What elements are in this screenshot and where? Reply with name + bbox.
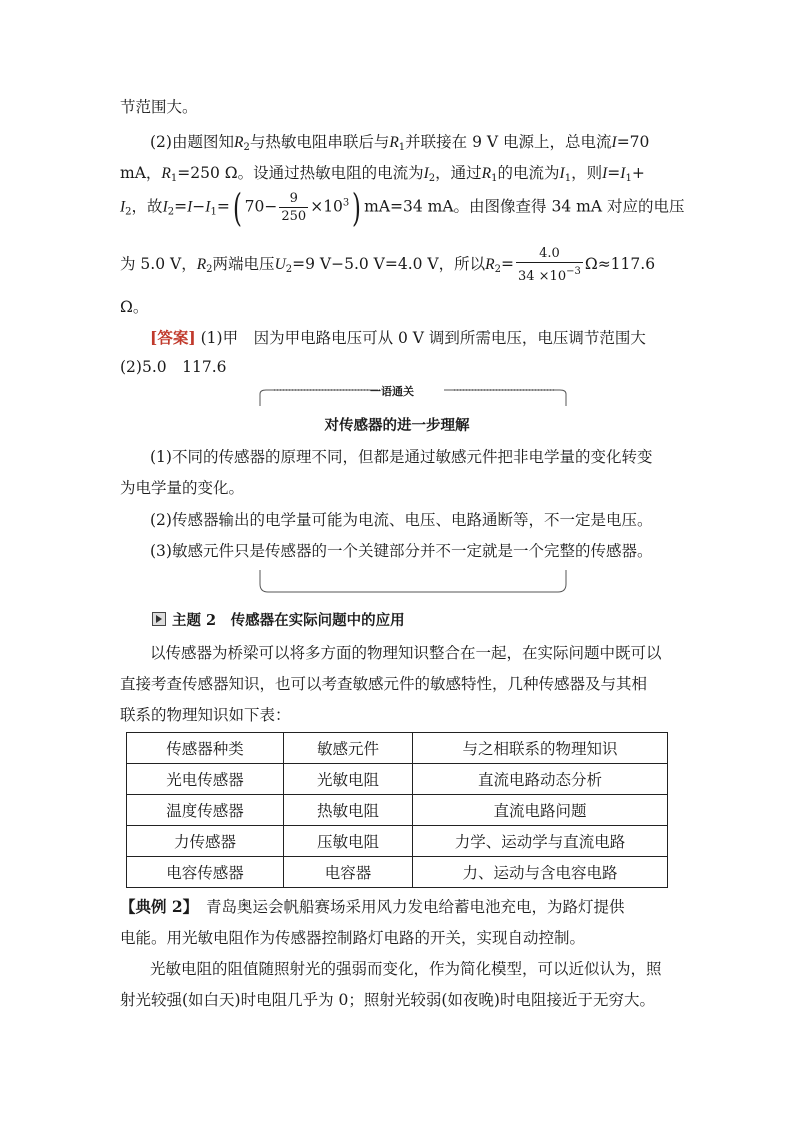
- solution-line-1: (2)由题图知$R_2$与热敏电阻串联后与$R_1$并联接在 9 V 电源上，总电流I=70: [150, 133, 650, 153]
- play-marker-icon: [152, 612, 166, 626]
- table-row: [127, 795, 668, 826]
- topic-intro-line-1: 以传感器为桥梁可以将多方面的物理知识整合在一起，在实际问题中既可以: [150, 644, 662, 662]
- answer-line-2: (2)5.0 117.6: [120, 358, 227, 376]
- answer-line-1: [答案] (1)甲 因为甲电路电压可从 0 V 调到所需电压，电压调节范围大: [150, 328, 646, 347]
- table-cell: 光电传感器: [127, 764, 284, 795]
- solution-line-4: 为 5.0 V，$R_2$两端电压$U_2=9$ V−5.0 V=4.0 V，所以$R_2=$ $\frac{4.0}{34 \times 10^{-3}}$ Ω≈117.6: [120, 246, 656, 284]
- sensor-knowledge-table: [126, 732, 668, 888]
- fraction-9-over-250: $\frac{9}{250}$: [281, 191, 307, 224]
- table-cell: 温度传感器: [127, 795, 284, 826]
- solution-line-5: Ω。: [120, 298, 149, 316]
- fraction-4-over-34e-3: $\frac{4.0}{34 \times 10^{-3}}$: [517, 246, 581, 284]
- example-line-2: 电能。用光敏电阻作为传感器控制路灯电路的开关，实现自动控制。: [120, 929, 586, 947]
- summary-point-1-line-1: (1)不同的传感器的原理不同，但都是通过敏感元件把非电学量的变化转变: [150, 448, 653, 466]
- table-cell: 光敏电阻: [284, 764, 413, 795]
- example-line-4: 射光较强(如白天)时电阻几乎为 0；照射光较弱(如夜晚)时电阻接近于无穷大。: [120, 991, 655, 1009]
- summary-box-label: 一语通关: [370, 385, 414, 398]
- table-cell: 压敏电阻: [284, 826, 413, 857]
- solution-line-0: 节范围大。: [120, 98, 198, 116]
- example-tag: 【典例 2】: [120, 897, 191, 916]
- summary-point-3: (3)敏感元件只是传感器的一个关键部分并不一定就是一个完整的传感器。: [150, 542, 653, 560]
- topic-intro-line-3: 联系的物理知识如下表：: [120, 706, 291, 724]
- summary-point-2: (2)传感器输出的电学量可能为电流、电压、电路通断等，不一定是电压。: [150, 511, 653, 529]
- table-header-cell: 敏感元件: [284, 733, 413, 764]
- summary-box-title: 对传感器的进一步理解: [324, 417, 470, 434]
- table-cell: 力学、运动学与直流电路: [413, 826, 668, 857]
- table-header-cell: 与之相联系的物理知识: [413, 733, 668, 764]
- table-cell: 热敏电阻: [284, 795, 413, 826]
- summary-point-1-line-2: 为电学量的变化。: [120, 479, 245, 497]
- example-line-1: 【典例 2】 青岛奥运会帆船赛场采用风力发电给蓄电池充电，为路灯提供: [120, 897, 625, 916]
- table-header-row: [127, 733, 668, 764]
- table-cell: 直流电路问题: [413, 795, 668, 826]
- solution-line-2: mA，$R_1=250$ Ω。设通过热敏电阻的电流为$I_2$，通过$R_1$的电流为$I_1$，则$I=I_1+$: [120, 164, 645, 184]
- table-cell: 力传感器: [127, 826, 284, 857]
- table-row: [127, 826, 668, 857]
- table-cell: 力、运动与含电容电路: [413, 857, 668, 888]
- table-row: [127, 857, 668, 888]
- topic-heading: 主题 2 传感器在实际问题中的应用: [152, 609, 405, 630]
- table-header-cell: 传感器种类: [127, 733, 284, 764]
- table-row: [127, 764, 668, 795]
- table-cell: 电容器: [284, 857, 413, 888]
- example-line-3: 光敏电阻的阻值随照射光的强弱而变化，作为简化模型，可以近似认为，照: [150, 960, 662, 978]
- solution-line-3: $I_2$，故$I_2=I-I_1=$( 70− $\frac{9}{250}$ $\times 10^3$) mA=34 mA。由图像查得 34 mA 对应的电压: [120, 185, 685, 230]
- table-cell: 电容传感器: [127, 857, 284, 888]
- topic-intro-line-2: 直接考查传感器知识，也可以考查敏感元件的敏感特性，几种传感器及与其相: [120, 675, 648, 693]
- table-cell: 直流电路动态分析: [413, 764, 668, 795]
- answer-tag: [答案]: [150, 328, 196, 347]
